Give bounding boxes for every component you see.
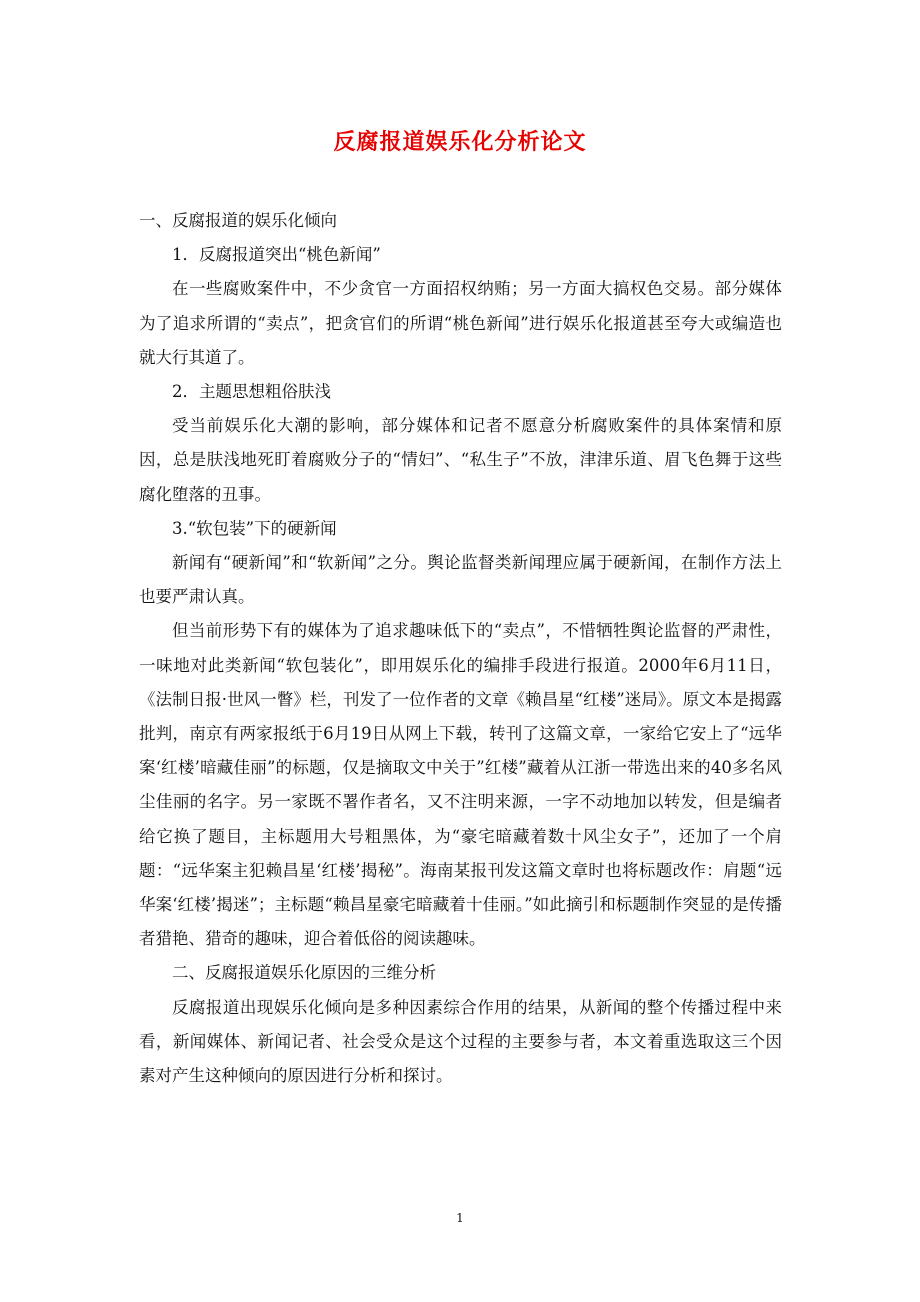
subsection-heading-3: 3.“软包装”下的硬新闻 [172, 518, 337, 538]
subsection-heading-1: 1．反腐报道突出“桃色新闻” [172, 245, 381, 265]
section-heading-2: 二、反腐报道娱乐化原因的三维分析 [172, 963, 436, 983]
document-title: 反腐报道娱乐化分析论文 [333, 129, 587, 155]
subsection-heading-2: 2．主题思想粗俗肤浅 [172, 382, 331, 402]
body-paragraph: 但当前形势下有的媒体为了追求趣味低下的“卖点”，不惜牺牲舆论监督的严肃性，一味地对此类新闻“软包装化”，即用娱乐化的编排手段进行报道。2000年6月11日，《法制日报·世风一瞥》栏，刊发了一位作者的文章《赖昌星“红楼”迷局》。原文本是揭露批判，南京有两家报纸于6月19日从网上下载，转刊了这篇文章，一家给它安上了“远华案‘红楼’暗藏佳丽”的标题，仅是摘取文中关于”红楼”藏着从江浙一带选出来的40多名风尘佳丽的名字。另一家既不署作者名，又不注明来源，一字不动地加以转发，但是编者给它换了题目，主标题用大号粗黑体，为“豪宅暗藏着数十风尘女子”，还加了一个肩题：“远华案主犯赖昌星‘红楼’揭秘”。海南某报刊发这篇文章时也将标题改作：肩题“远华案‘红楼’揭迷”；主标题“赖昌星豪宅暗藏着十佳丽。”如此摘引和标题制作突显的是传播者猎艳、猎奇的趣味，迎合着低俗的阅读趣味。 [139, 621, 782, 949]
page-number: 1 [456, 1211, 464, 1225]
body-paragraph: 在一些腐败案件中，不少贪官一方面招权纳贿；另一方面大搞权色交易。部分媒体为了追求所谓的“卖点”，把贪官们的所谓“桃色新闻”进行娱乐化报道甚至夸大或编造也就大行其道了。 [139, 279, 782, 367]
document-body [139, 204, 782, 1093]
body-paragraph: 受当前娱乐化大潮的影响，部分媒体和记者不愿意分析腐败案件的具体案情和原因，总是肤浅地死盯着腐败分子的“情妇”、“私生子”不放，津津乐道、眉飞色舞于这些腐化堕落的丑事。 [139, 416, 782, 504]
body-paragraph: 新闻有“硬新闻”和“软新闻”之分。舆论监督类新闻理应属于硬新闻，在制作方法上也要严肃认真。 [139, 553, 782, 607]
section-heading-1: 一、反腐报道的娱乐化倾向 [139, 211, 337, 230]
body-paragraph: 反腐报道出现娱乐化倾向是多种因素综合作用的结果，从新闻的整个传播过程中来看，新闻媒体、新闻记者、社会受众是这个过程的主要参与者，本文着重选取这三个因素对产生这种倾向的原因进行分析和探讨。 [139, 997, 782, 1086]
